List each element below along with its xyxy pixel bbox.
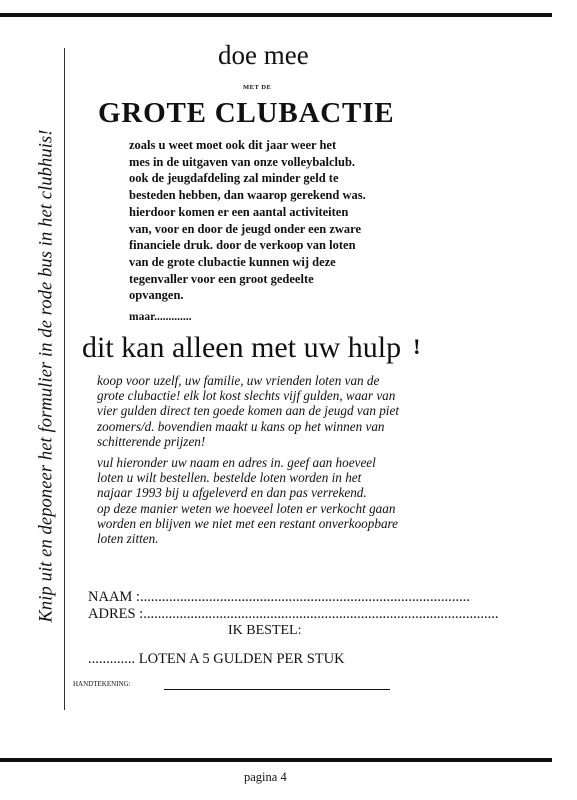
appeal-paragraph bbox=[97, 373, 437, 449]
intro-line: van, voor en door de jeugd onder een zware bbox=[129, 221, 362, 236]
intro-line: zoals u weet moet ook dit jaar weer het bbox=[129, 138, 337, 152]
instruction-line: loten zitten. bbox=[97, 531, 159, 547]
naam-field[interactable]: NAAM :........................................................................................... bbox=[88, 589, 470, 605]
intro-line: tegenvaller voor een groot gedeelte bbox=[129, 271, 314, 286]
headline-text: dit kan alleen met uw hulp bbox=[82, 331, 402, 364]
intro-line: ook de jeugdafdeling zal minder geld te bbox=[129, 171, 339, 186]
intro-line: financiele druk. door de verkoop van loten bbox=[129, 238, 356, 253]
intro-line: mes in de uitgaven van onze volleybalclub. bbox=[129, 154, 356, 169]
intro-line: opvangen. bbox=[129, 288, 184, 303]
title-grote-clubactie: GROTE CLUBACTIE bbox=[98, 97, 395, 129]
side-instruction: Knip uit en deponeer het formulier in de rode bus in het clubhuis! bbox=[36, 129, 57, 623]
instruction-line: najaar 1993 bij u afgeleverd en dan pas verrekend. bbox=[97, 485, 367, 501]
intro-line: van de grote clubactie kunnen wij deze bbox=[129, 254, 336, 269]
top-rule bbox=[0, 13, 552, 17]
instruction-line: op deze manier weten we hoeveel loten er verkocht gaan bbox=[97, 500, 396, 516]
headline-exclamation: ! bbox=[413, 334, 421, 359]
headline bbox=[82, 331, 420, 365]
page-number: pagina 4 bbox=[244, 770, 287, 784]
ik-bestel-label: IK BESTEL: bbox=[228, 623, 302, 638]
intro-line: besteden hebben, dan waarop gerekend was. bbox=[129, 188, 366, 203]
vertical-divider bbox=[64, 48, 65, 710]
intro-paragraph bbox=[129, 137, 429, 304]
maar-text: maar............. bbox=[129, 311, 192, 323]
title-doe-mee: doe mee bbox=[218, 40, 309, 70]
appeal-line: vier gulden direct ten goede komen aan de jeugd van piet bbox=[97, 403, 399, 419]
appeal-line: grote clubactie! elk lot kost slechts vijf gulden, waar van bbox=[97, 388, 396, 404]
appeal-line: schitterende prijzen! bbox=[97, 433, 206, 449]
handtekening-label: HANDTEKENING: bbox=[73, 680, 131, 688]
instruction-line: worden en blijven we niet met een restant onverkoopbare bbox=[97, 515, 399, 531]
title-met-de: MET DE bbox=[243, 84, 272, 91]
instruction-paragraph bbox=[97, 455, 437, 546]
intro-line: hierdoor komen er een aantal activiteiten bbox=[129, 204, 349, 219]
appeal-line: zoomers/d. bovendien maakt u kans op het winnen van bbox=[97, 418, 385, 434]
bottom-rule bbox=[0, 758, 552, 762]
adres-field[interactable]: ADRES :.................................................................................................. bbox=[88, 606, 499, 622]
instruction-line: vul hieronder uw naam en adres in. geef aan hoeveel bbox=[97, 455, 376, 470]
instruction-line: loten u wilt bestellen. bestelde loten worden in het bbox=[97, 470, 362, 486]
loten-quantity-field[interactable]: ............. LOTEN A 5 GULDEN PER STUK bbox=[88, 651, 345, 667]
appeal-line: koop voor uzelf, uw familie, uw vrienden loten van de bbox=[97, 373, 380, 388]
signature-line[interactable] bbox=[164, 689, 390, 690]
